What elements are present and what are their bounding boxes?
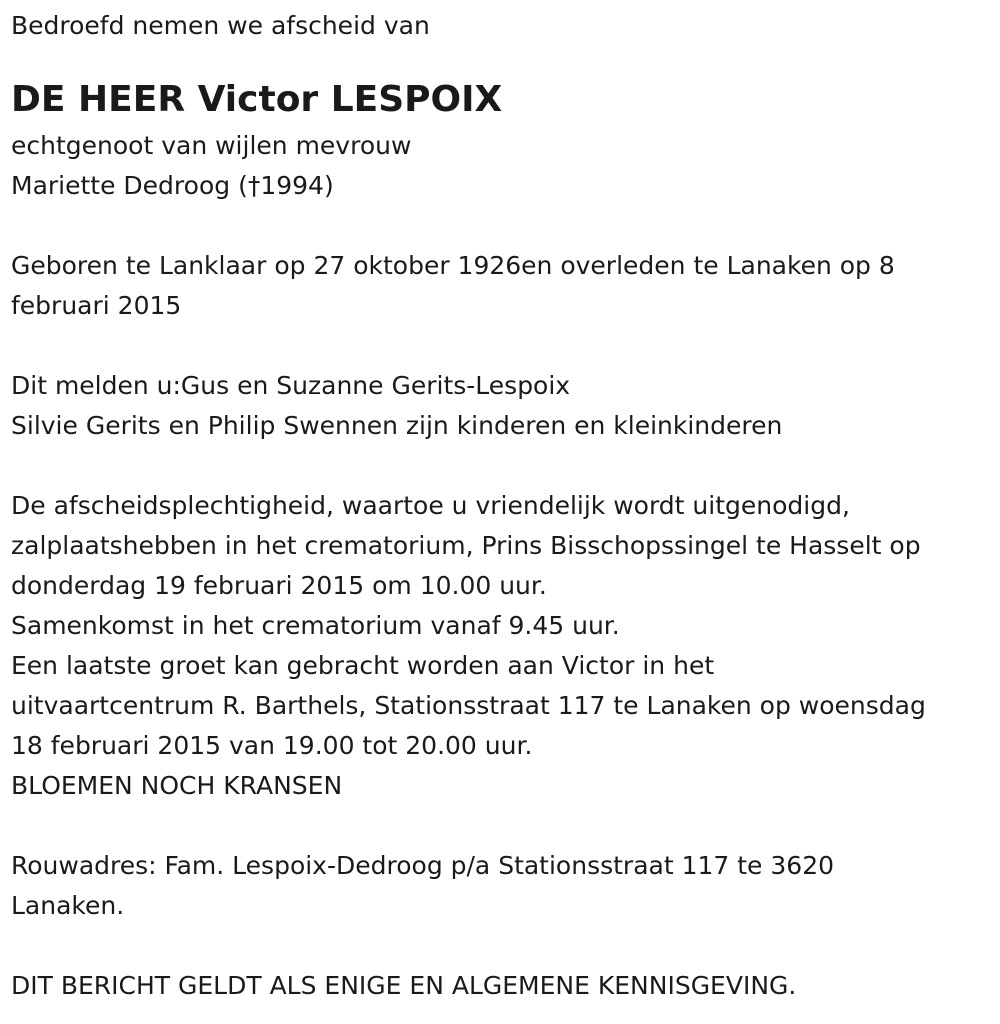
birth-death-line-2: februari 2015 (11, 291, 182, 320)
spouse-line-1: echtgenoot van wijlen mevrouw (11, 131, 412, 160)
spacer (11, 446, 991, 486)
address-line-2: Lanaken. (11, 891, 125, 920)
visit-line-1: Een laatste groet kan gebracht worden aan Victor in het (11, 651, 715, 680)
closing-line: DIT BERICHT GELDT ALS ENIGE EN ALGEMENE KENNISGEVING. (11, 971, 797, 1000)
ceremony-line-3: donderdag 19 februari 2015 om 10.00 uur. (11, 571, 547, 600)
spacer (11, 326, 991, 366)
spouse-line-2: Mariette Dedroog (†1994) (11, 171, 334, 200)
ceremony-line-2: zalplaatshebben in het crematorium, Prins Bisschopssingel te Hasselt op (11, 531, 921, 560)
family-line-1: Dit melden u:Gus en Suzanne Gerits-Lespoix (11, 371, 571, 400)
spacer (11, 806, 991, 846)
spacer (11, 206, 991, 246)
gathering-line: Samenkomst in het crematorium vanaf 9.45 uur. (11, 611, 620, 640)
spacer (11, 926, 991, 966)
visit-line-2: uitvaartcentrum R. Barthels, Stationsstraat 117 te Lanaken op woensdag (11, 691, 926, 720)
family-line-2: Silvie Gerits en Philip Swennen zijn kinderen en kleinkinderen (11, 411, 783, 440)
ceremony-line-1: De afscheidsplechtigheid, waartoe u vriendelijk wordt uitgenodigd, (11, 491, 850, 520)
birth-death-line-1: Geboren te Lanklaar op 27 oktober 1926en overleden te Lanaken op 8 (11, 251, 895, 280)
address-line-1: Rouwadres: Fam. Lespoix-Dedroog p/a Stationsstraat 117 te 3620 (11, 851, 835, 880)
deceased-name: DE HEER Victor LESPOIX (11, 79, 503, 120)
flowers-line: BLOEMEN NOCH KRANSEN (11, 771, 343, 800)
visit-line-3: 18 februari 2015 van 19.00 tot 20.00 uur. (11, 731, 533, 760)
obituary-notice (11, 6, 991, 1006)
intro-text: Bedroefd nemen we afscheid van (11, 11, 430, 40)
